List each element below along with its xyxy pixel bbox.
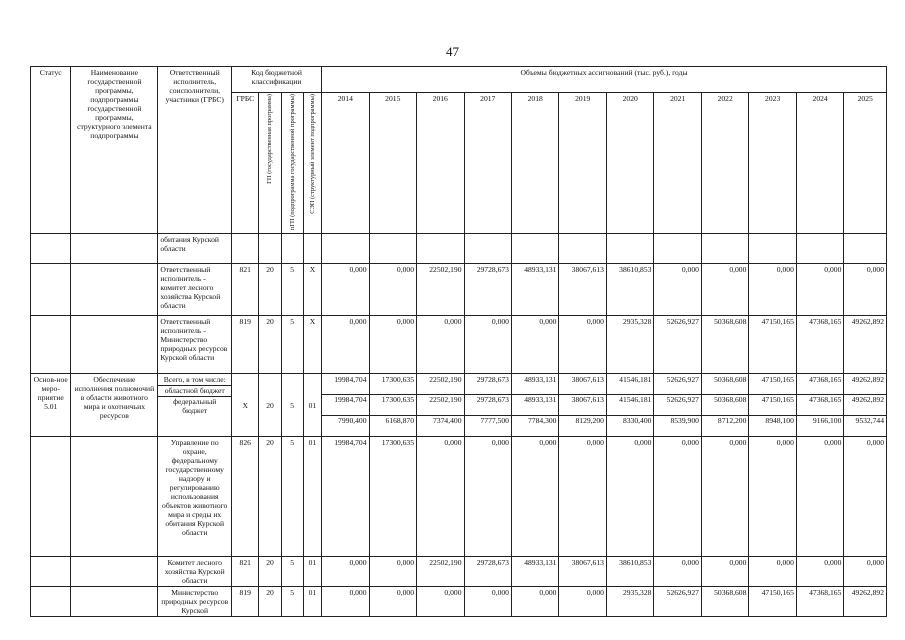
event-line-value: 7784,300 (512, 415, 558, 435)
cell-value (559, 234, 606, 264)
event-code-value: Х (242, 400, 248, 410)
header-status: Статус (31, 67, 71, 234)
event-executor-cell (158, 374, 232, 437)
header-executor: Ответственный исполнитель, соисполнители, участники (ГРБС) (158, 67, 232, 234)
event-line-value: 8330,400 (607, 415, 653, 435)
cell-value: 0,000 (369, 587, 416, 617)
cell-pgp: 5 (281, 264, 303, 316)
cell-value: 0,000 (417, 316, 464, 374)
event-line-value: 47150,165 (749, 394, 795, 414)
cell-value: 0,000 (701, 557, 748, 587)
header-pgp (281, 93, 303, 234)
cell-value: 0,000 (701, 264, 748, 316)
cell-value: 22502,190 (417, 264, 464, 316)
cell-grbs: 826 (232, 437, 259, 557)
event-status: Основ-ное меро-приятие 5.01 (31, 374, 71, 437)
header-sep (303, 93, 321, 234)
event-line-value: 52626,927 (666, 375, 699, 385)
cell-sep: Х (303, 316, 321, 374)
event-line-executor: федеральный бюджет (158, 396, 231, 415)
event-line-value: 41546,181 (619, 375, 652, 385)
cell-pgp: 5 (281, 316, 303, 374)
cell-value: 0,000 (559, 437, 606, 557)
cell-grbs (232, 234, 259, 264)
event-value-cell (369, 374, 416, 437)
header-year: 2019 (559, 93, 606, 234)
cell-program-name (71, 437, 158, 557)
cell-value (654, 234, 701, 264)
event-line-value: 8129,200 (559, 415, 605, 435)
event-line-value: 50368,608 (702, 394, 748, 414)
cell-pgp: 5 (281, 587, 303, 617)
header-grbs: ГРБС (232, 93, 259, 234)
cell-grbs: 821 (232, 264, 259, 316)
cell-value: 47150,165 (749, 587, 796, 617)
cell-value: 0,000 (464, 316, 511, 374)
event-code-value: 20 (266, 400, 274, 410)
budget-table (30, 66, 887, 617)
table-row (31, 557, 887, 587)
cell-value (606, 234, 653, 264)
cell-status (31, 316, 71, 374)
cell-value: 0,000 (322, 557, 369, 587)
event-value-cell (464, 374, 511, 437)
table-row (31, 437, 887, 557)
cell-value: 0,000 (511, 437, 558, 557)
event-value-cell (844, 374, 887, 437)
header-year: 2015 (369, 93, 416, 234)
cell-status (31, 234, 71, 264)
cell-value: 0,000 (322, 264, 369, 316)
event-line-value: 47150,165 (761, 375, 794, 385)
cell-executor: Ответственный исполнитель - комитет лесного хозяйства Курской области (158, 264, 232, 316)
cell-value: 0,000 (749, 264, 796, 316)
cell-value: 52626,927 (654, 587, 701, 617)
cell-value: 38610,853 (606, 264, 653, 316)
event-value-cell (701, 374, 748, 437)
event-line-value: 6168,870 (370, 415, 416, 435)
cell-program-name (71, 264, 158, 316)
cell-sep: 01 (303, 437, 321, 557)
cell-value: 0,000 (511, 316, 558, 374)
cell-gp: 20 (259, 587, 281, 617)
cell-value: 0,000 (322, 316, 369, 374)
event-line-value: 48933,131 (524, 375, 557, 385)
cell-sep: 01 (303, 557, 321, 587)
cell-value (796, 234, 843, 264)
cell-sep: Х (303, 264, 321, 316)
event-line-value: 7990,400 (322, 415, 368, 435)
cell-pgp: 5 (281, 557, 303, 587)
header-gp (259, 93, 281, 234)
cell-value (749, 234, 796, 264)
cell-program-name (71, 557, 158, 587)
table-row (31, 316, 887, 374)
event-line-executor: Всего, в том числе: (163, 375, 226, 385)
cell-gp: 20 (259, 557, 281, 587)
cell-executor: обитания Курской области (158, 234, 232, 264)
cell-value: 0,000 (464, 587, 511, 617)
event-value-cell (654, 374, 701, 437)
cell-program-name (71, 316, 158, 374)
cell-pgp: 5 (281, 437, 303, 557)
table-row (31, 587, 887, 617)
event-code-pgp (281, 374, 303, 437)
event-line-value: 8539,900 (654, 415, 700, 435)
cell-value: 2935,328 (606, 587, 653, 617)
cell-value: 52626,927 (654, 316, 701, 374)
header-volumes: Объемы бюджетных ассигнований (тыс. руб.), годы (322, 67, 887, 93)
event-line-value: 7777,500 (465, 415, 511, 435)
cell-value: 0,000 (844, 557, 887, 587)
event-value-cell (511, 374, 558, 437)
cell-value: 0,000 (417, 587, 464, 617)
cell-value: 0,000 (464, 437, 511, 557)
header-year: 2018 (511, 93, 558, 234)
cell-value: 29728,673 (464, 264, 511, 316)
cell-value: 0,000 (369, 557, 416, 587)
header-year: 2024 (796, 93, 843, 234)
header-year: 2022 (701, 93, 748, 234)
cell-value: 0,000 (844, 437, 887, 557)
cell-value (322, 234, 369, 264)
cell-value: 0,000 (559, 316, 606, 374)
cell-pgp (281, 234, 303, 264)
cell-value (464, 234, 511, 264)
event-line-value: 38067,613 (571, 375, 604, 385)
cell-value: 0,000 (796, 264, 843, 316)
cell-sep: 01 (303, 587, 321, 617)
table-row (31, 264, 887, 316)
cell-value: 47368,165 (796, 316, 843, 374)
cell-status (31, 264, 71, 316)
cell-grbs: 819 (232, 316, 259, 374)
event-code-value: 01 (308, 400, 317, 410)
event-row (31, 374, 887, 437)
cell-value: 0,000 (606, 437, 653, 557)
event-line-value: 49262,892 (851, 375, 884, 385)
cell-value: 38067,613 (559, 264, 606, 316)
cell-grbs: 819 (232, 587, 259, 617)
event-line-value: 17300,635 (370, 394, 416, 414)
event-line-value: 52626,927 (654, 394, 700, 414)
event-line-value: 47368,165 (797, 394, 843, 414)
cell-grbs: 821 (232, 557, 259, 587)
event-line-executor: областной бюджет (158, 385, 231, 395)
event-name: Обеспечение исполнения полномочий в области животного мира и охотничьих ресурсов (71, 374, 158, 437)
cell-executor: Ответственный исполнитель - Министерство природных ресурсов Курской области (158, 316, 232, 374)
header-year: 2017 (464, 93, 511, 234)
event-line-value: 47368,165 (809, 375, 842, 385)
cell-value: 48933,131 (511, 264, 558, 316)
header-year: 2025 (844, 93, 887, 234)
header-program-name: Наименование государственной программы, подпрограммы государственной программы, структурного элемента подпрограммы (71, 67, 158, 234)
cell-value: 49262,892 (844, 316, 887, 374)
event-line-value: 22502,190 (429, 375, 462, 385)
cell-value: 0,000 (654, 557, 701, 587)
event-line-value: 29728,673 (465, 394, 511, 414)
event-code-gp (259, 374, 281, 437)
cell-status (31, 557, 71, 587)
event-value-cell (796, 374, 843, 437)
event-line-value: 17300,635 (381, 375, 415, 385)
event-line-value: 50368,608 (714, 375, 747, 385)
cell-value: 2935,328 (606, 316, 653, 374)
event-value-cell (559, 374, 606, 437)
event-line-value: 19984,704 (334, 375, 367, 385)
header-budget-code: Код бюджетной классификации (232, 67, 322, 93)
cell-value: 0,000 (654, 264, 701, 316)
cell-value: 0,000 (559, 587, 606, 617)
cell-value: 17300,635 (369, 437, 416, 557)
header-gp-label: ГП (государственная программа) (266, 94, 274, 184)
cell-value (417, 234, 464, 264)
cell-value: 49262,892 (844, 587, 887, 617)
event-value-cell (417, 374, 464, 437)
cell-value: 19984,704 (322, 437, 369, 557)
cell-executor: Управление по охране, федеральному государственному надзору и регулированию использования объектов животного мира и среды их обитания Курской области (158, 437, 232, 557)
cell-status (31, 587, 71, 617)
cell-value: 47150,165 (749, 316, 796, 374)
cell-executor: Министерство природных ресурсов Курской (158, 587, 232, 617)
header-year: 2016 (417, 93, 464, 234)
cell-value: 0,000 (796, 557, 843, 587)
cell-gp: 20 (259, 264, 281, 316)
event-line-value: 19984,704 (322, 394, 368, 414)
cell-value (844, 234, 887, 264)
event-line-value: 8948,100 (749, 415, 795, 435)
event-code-value: 5 (290, 400, 295, 410)
event-line-value: 38067,613 (559, 394, 605, 414)
cell-value (511, 234, 558, 264)
event-value-cell (606, 374, 653, 437)
event-line-value: 8712,200 (702, 415, 748, 435)
header-pgp-label: пГП (подпрограмма государственной программы) (288, 94, 296, 231)
header-year: 2023 (749, 93, 796, 234)
cell-value: 48933,131 (511, 557, 558, 587)
event-line-value: 7374,400 (417, 415, 463, 435)
cell-value: 0,000 (701, 437, 748, 557)
cell-value (701, 234, 748, 264)
header-year: 2021 (654, 93, 701, 234)
cell-value: 0,000 (369, 264, 416, 316)
cell-value: 0,000 (749, 437, 796, 557)
event-line-value: 29728,673 (476, 375, 509, 385)
event-code-sep (303, 374, 321, 437)
header-year: 2020 (606, 93, 653, 234)
event-line-value: 9532,744 (844, 415, 886, 435)
cell-value: 0,000 (322, 587, 369, 617)
event-code-grbs (232, 374, 259, 437)
cell-value: 0,000 (511, 587, 558, 617)
event-line-value: 41546,181 (607, 394, 653, 414)
cell-value: 29728,673 (464, 557, 511, 587)
table-row (31, 234, 887, 264)
cell-program-name (71, 234, 158, 264)
cell-value: 0,000 (417, 437, 464, 557)
cell-status (31, 437, 71, 557)
cell-value: 50368,608 (701, 587, 748, 617)
cell-value: 0,000 (654, 437, 701, 557)
cell-value: 0,000 (844, 264, 887, 316)
cell-value: 0,000 (369, 316, 416, 374)
event-value-cell (322, 374, 369, 437)
cell-gp (259, 234, 281, 264)
cell-gp: 20 (259, 437, 281, 557)
event-line-value: 48933,131 (512, 394, 558, 414)
cell-value (369, 234, 416, 264)
cell-value: 0,000 (749, 557, 796, 587)
cell-value: 38610,853 (606, 557, 653, 587)
header-year: 2014 (322, 93, 369, 234)
page-number: 47 (446, 44, 459, 59)
cell-value: 22502,190 (417, 557, 464, 587)
header-sep-label: СЭП (структурный элемент подпрограммы) (308, 94, 316, 214)
cell-program-name (71, 587, 158, 617)
cell-sep (303, 234, 321, 264)
cell-value: 47368,165 (796, 587, 843, 617)
cell-value: 38067,613 (559, 557, 606, 587)
cell-value: 50368,608 (701, 316, 748, 374)
event-line-value: 49262,892 (844, 394, 886, 414)
event-value-cell (749, 374, 796, 437)
event-line-value: 22502,190 (417, 394, 463, 414)
event-line-value: 9166,100 (797, 415, 843, 435)
cell-gp: 20 (259, 316, 281, 374)
cell-value: 0,000 (796, 437, 843, 557)
cell-executor: Комитет лесного хозяйства Курской области (158, 557, 232, 587)
